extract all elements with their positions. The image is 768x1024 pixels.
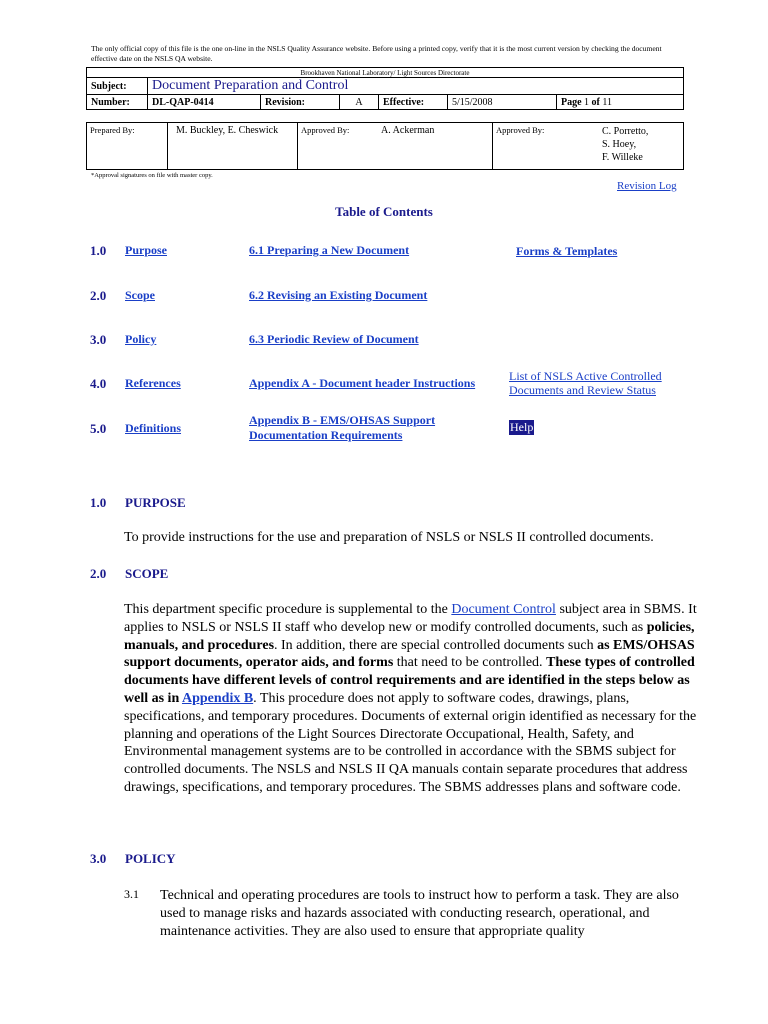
toc-num-4: 4.0 [90,376,107,391]
toc-num-5: 5.0 [90,421,107,436]
subject-value: Document Preparation and Control [148,78,684,95]
toc-link-purpose[interactable]: Purpose [125,243,167,257]
section-1-number: 1.0 [90,495,107,510]
revision-label: Revision: [261,95,340,110]
effective-label: Effective: [379,95,448,110]
help-button[interactable]: Help [510,420,534,434]
section-2-title: SCOPE [125,566,169,581]
approved-by-value-1: A. Ackerman [378,123,493,170]
toc-link-appendix-a[interactable]: Appendix A - Document header Instructions [249,376,476,390]
subsection-3-1-number: 3.1 [124,887,139,901]
official-copy-notice: The only official copy of this file is the one on-line in the NSLS Quality Assurance website. Before using a printed copy, verify that it is the most current version by checking the document effective date on the NSLS QA website. [91,44,662,63]
purpose-text: To provide instructions for the use and preparation of NSLS or NSLS II controlled documents. [124,530,654,545]
effective-value: 5/15/2008 [448,95,557,110]
toc-link-preparing-new-document[interactable]: 6.1 Preparing a New Document [249,243,410,257]
number-value: DL-QAP-0414 [148,95,261,110]
section-3-number: 3.0 [90,851,107,866]
approved-by-value-2: C. Porretto, S. Hoey, F. Willeke [599,123,684,170]
policy-3-1-text: Technical and operating procedures are tools to instruct how to perform a task. They are also used to manage risks and hazards associated with conducting research, operational, and maintenance activities. They are also used to ensure that appropriate quality [160,888,679,939]
document-header-table [86,67,684,110]
section-2-number: 2.0 [90,566,107,581]
revision-value: A [340,95,379,110]
page-count: Page 1 of 11 [557,95,684,110]
toc-link-forms-templates[interactable]: Forms & Templates [516,244,618,258]
scope-text: This department specific procedure is supplemental to the Document Control subject area in SBMS. It applies to NSLS or NSLS II staff who develop new or modify controlled documents, such as policies, manuals, and procedures. In addition, there are special controlled documents such as EMS/OHSAS support documents, operator aids, and forms that need to be controlled. These types of controlled documents have different levels of control requirements and are identified in the steps below as well as in Appendix B. This procedure does not apply to software codes, drawings, plans, specifications, and temporary procedures. Documents of external origin identified as necessary for the planning and operations of the Light Sources Directorate Occupational, Health, Safety, and Environmental management systems are to be controlled in accordance with the SBMS subject for controlled documents. The NSLS and NSLS II QA manuals contain separate procedures that address drawings, specifications, and temporary procedures. The SBMS addresses plans and software code. [124,602,697,795]
approvals-table [86,122,684,170]
toc-num-3: 3.0 [90,332,107,347]
toc-link-policy[interactable]: Policy [125,332,157,346]
toc-num-1: 1.0 [90,243,107,258]
approved-by-label-1: Approved By: [298,123,379,170]
toc-link-references[interactable]: References [125,376,181,390]
section-3-title: POLICY [125,851,176,866]
subject-label: Subject: [87,78,148,95]
toc-link-definitions[interactable]: Definitions [125,421,182,435]
prepared-by-label: Prepared By: [87,123,168,170]
toc-title: Table of Contents [335,204,433,219]
revision-log-link[interactable]: Revision Log [617,180,677,192]
approved-by-label-2: Approved By: [493,123,600,170]
section-1-title: PURPOSE [125,495,186,510]
toc-link-active-controlled-docs[interactable]: List of NSLS Active Controlled Documents and Review Status [509,369,662,397]
prepared-by-value: M. Buckley, E. Cheswick [168,123,298,170]
toc-link-scope[interactable]: Scope [125,288,155,302]
number-label: Number: [87,95,148,110]
approval-note: *Approval signatures on file with master copy. [91,172,213,179]
toc-link-revising-existing-document[interactable]: 6.2 Revising an Existing Document [249,288,428,302]
toc-link-periodic-review[interactable]: 6.3 Periodic Review of Document [249,332,419,346]
appendix-b-link[interactable]: Appendix B [181,690,254,706]
document-control-link[interactable]: Document Control [451,602,556,617]
directorate-label: Brookhaven National Laboratory/ Light Sources Directorate [87,68,684,78]
toc-num-2: 2.0 [90,288,107,303]
toc-link-appendix-b[interactable]: Appendix B - EMS/OHSAS Support Documentation Requirements [249,413,436,442]
